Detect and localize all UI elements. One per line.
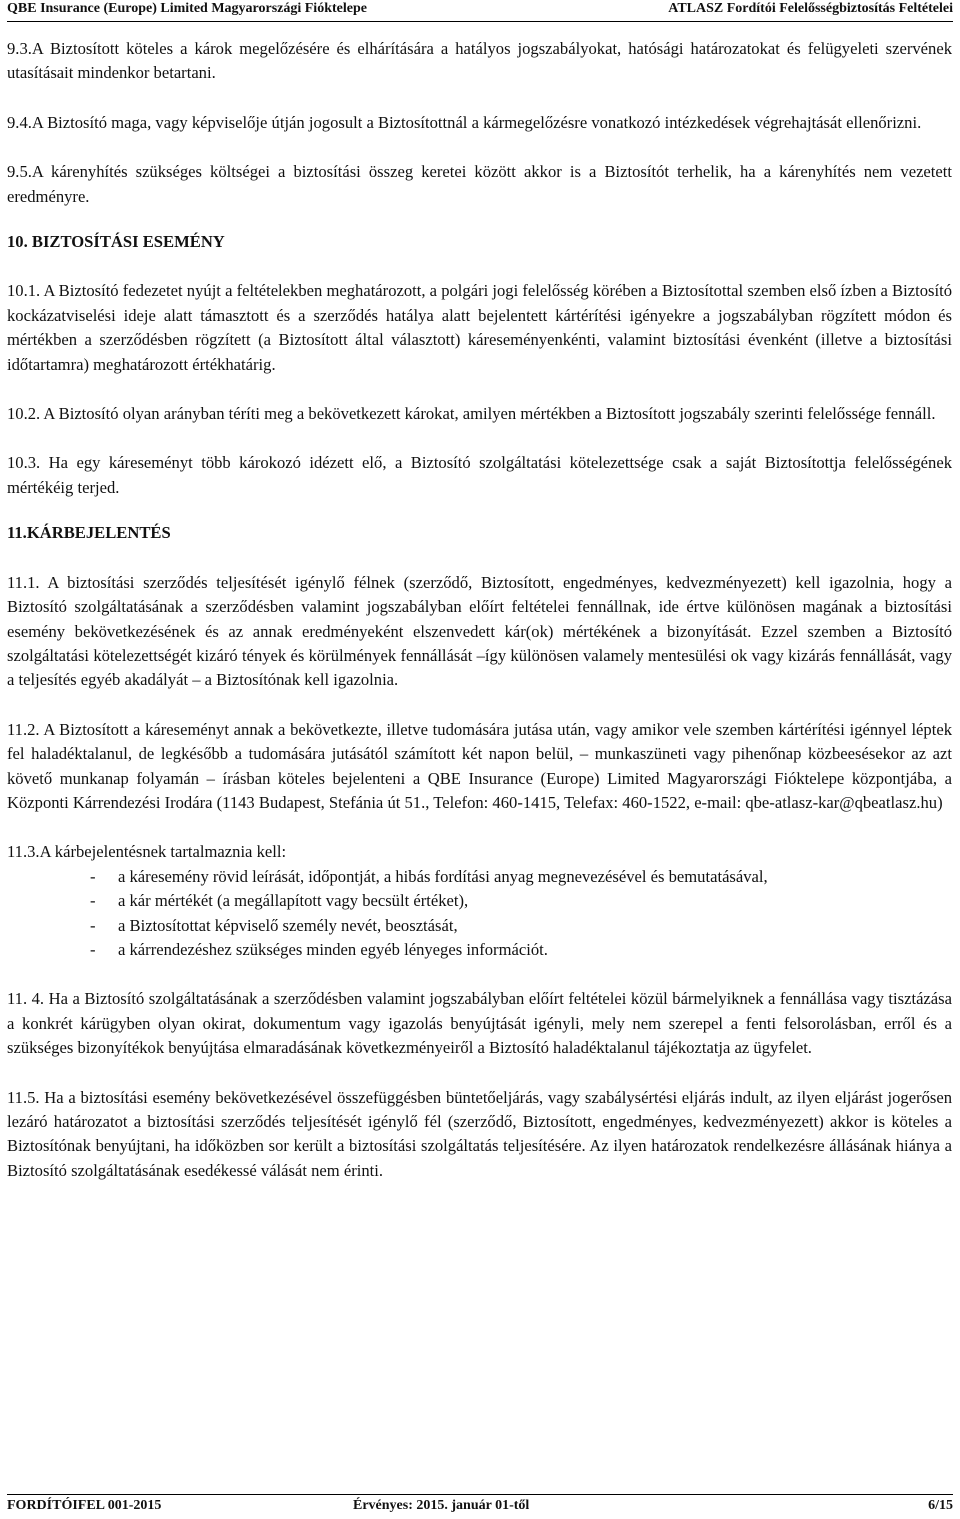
paragraph-9-3: 9.3.A Biztosított köteles a károk megelőzésére és elhárítására a hatályos jogszabályokat, hatósági határozatokat és felügyeleti szervének utasításait mindenkor betartani. — [7, 39, 952, 83]
footer-document-code: FORDÍTÓIFEL 001-2015 — [7, 1498, 162, 1513]
footer-validity: Érvényes: 2015. január 01-től — [353, 1498, 530, 1513]
list-item — [7, 889, 952, 913]
paragraph-11-2: 11.2. A Biztosított a káreseményt annak a bekövetkezte, illetve tudomására jutása után, vagy amikor vele szemben kártérítési igénnyel léptek fel haladéktalanul, de legkésőbb a tudomására jutásától számított két napon belül, – munkaszüneti vagy pihenőnap közbeesésekor az azt követő munkanap folyamán – írásban köteles bejelenteni a QBE Insurance (Europe) Limited Magyarországi Fióktelepe központjába, a Központi Kárrendezési Irodára (1143 Budapest, Stefánia út 51., Telefon: 460-1415, Telefax: 460-1522, e-mail: qbe-atlasz-kar@qbeatlasz.hu) — [7, 719, 952, 812]
paragraph-11-1: 11.1. A biztosítási szerződés teljesítését igénylő félnek (szerződő, Biztosított, engedményes, kedvezményezett) kell igazolnia, hogy a Biztosító szolgáltatásának a szerződésben valamint jogszabályban előírt feltételei fennállnak, ide értve különösen magának a biztosítási esemény bekövetkezésének és az annak eredményeként elszenvedett kár(ok) mértékének a bizonyítását. Ezzel szemben a Biztosító szolgáltatási kötelezettségét kizáró tények és körülmények fennállását –így különösen valamely mentesülési ok vagy kizárás fennállását, vagy a teljesítés egyéb akadályát – a Biztosítónak kell igazolnia. — [7, 572, 952, 690]
list-item-text: a kár mértékét (a megállapított vagy becsült értéket), — [118, 891, 469, 911]
list-item — [7, 865, 952, 889]
dash-bullet: - — [90, 939, 96, 959]
paragraph-11-5: 11.5. Ha a biztosítási esemény bekövetkezésével összefüggésben büntetőeljárás, vagy szabálysértési eljárás indult, az ilyen eljárást jogerősen lezáró határozatot a biztosítási szerződés teljesítését igénylő fél (szerződő, Biztosított, engedményes, kedvezményezett) akkor is köteles a Biztosítónak benyújtani, ha időközben sor került a biztosítási szolgáltatás teljesítésére. Az ilyen határozatok rendelkezésre állásának hiánya a Biztosító szolgáltatásának esedékessé válását nem érinti. — [7, 1087, 952, 1180]
list-item-text: a kárrendezéshez szükséges minden egyéb lényeges információt. — [118, 939, 548, 959]
header-document-title: ATLASZ Fordítói Felelősségbiztosítás Feltételei — [668, 1, 953, 16]
paragraph-10-3: 10.3. Ha egy káreseményt több károkozó idézett elő, a Biztosító szolgáltatási kötelezettsége csak a saját Biztosítottja felelősségének mértékéig terjed. — [7, 453, 952, 497]
page-header — [7, 0, 953, 22]
paragraph-10-1: 10.1. A Biztosító fedezetet nyújt a feltételekben meghatározott, a polgári jogi felelősség körében a Biztosítottal szemben első ízben a Biztosító kockázatviselési ideje alatt támasztott és a szerződés hatálya alatt bejelentett kártérítési igényekre a jogszabályban rögzített módon és mértékben a szerződésben rögzített (a Biztosított által választott) káreseményenkénti, valamint biztosítási évenként (illetve a biztosítási időtartamra) meghatározott értékhatárig. — [7, 281, 952, 374]
list-item — [7, 938, 952, 962]
list-item-text: a káresemény rövid leírását, időpontját, a hibás fordítási anyag megnevezésével és bemutatásával, — [118, 866, 768, 886]
dash-bullet: - — [90, 915, 96, 935]
footer-page-number: 6/15 — [928, 1498, 953, 1513]
paragraph-9-4: 9.4.A Biztosító maga, vagy képviselője útján jogosult a Biztosítottnál a kármegelőzésre vonatkozó intézkedések végrehajtását ellenőrizni. — [7, 112, 922, 132]
dash-bullet: - — [90, 891, 96, 911]
document-body — [7, 37, 952, 1183]
paragraph-11-4: 11. 4. Ha a Biztosító szolgáltatásának a szerződésben valamint jogszabályban előírt feltételei közül bármelyiknek a fennállása vagy tisztázása a konkrét kárügyben olyan okirat, dokumentum vagy igazolás benyújtását igényli, mely nem szerepel a fenti felsorolásban, erről és a szükséges bizonyítékok benyújtása elmaradásának következményeiről a Biztosító haladéktalanul tájékoztatja az ügyfelet. — [7, 989, 952, 1058]
page-footer — [7, 1494, 953, 1515]
paragraph-10-2: 10.2. A Biztosító olyan arányban téríti meg a bekövetkezett károkat, amilyen mértékben a Biztosított jogszabály szerinti felelőssége fennáll. — [7, 404, 936, 424]
dash-bullet: - — [90, 866, 96, 886]
header-company: QBE Insurance (Europe) Limited Magyarországi Fióktelepe — [7, 1, 367, 16]
list-item-text: a Biztosítottat képviselő személy nevét, beosztását, — [118, 915, 458, 935]
paragraph-11-3-intro: 11.3.A kárbejelentésnek tartalmaznia kell: — [7, 842, 287, 862]
paragraph-9-5: 9.5.A kárenyhítés szükséges költségei a biztosítási összeg keretei között akkor is a Biztosítót terhelik, ha a kárenyhítés nem vezetett eredményre. — [7, 162, 952, 206]
section-heading-11: 11.KÁRBEJELENTÉS — [7, 523, 171, 543]
section-heading-10: 10. BIZTOSÍTÁSI ESEMÉNY — [7, 232, 225, 252]
claim-report-list — [7, 865, 952, 963]
list-item — [7, 914, 952, 938]
